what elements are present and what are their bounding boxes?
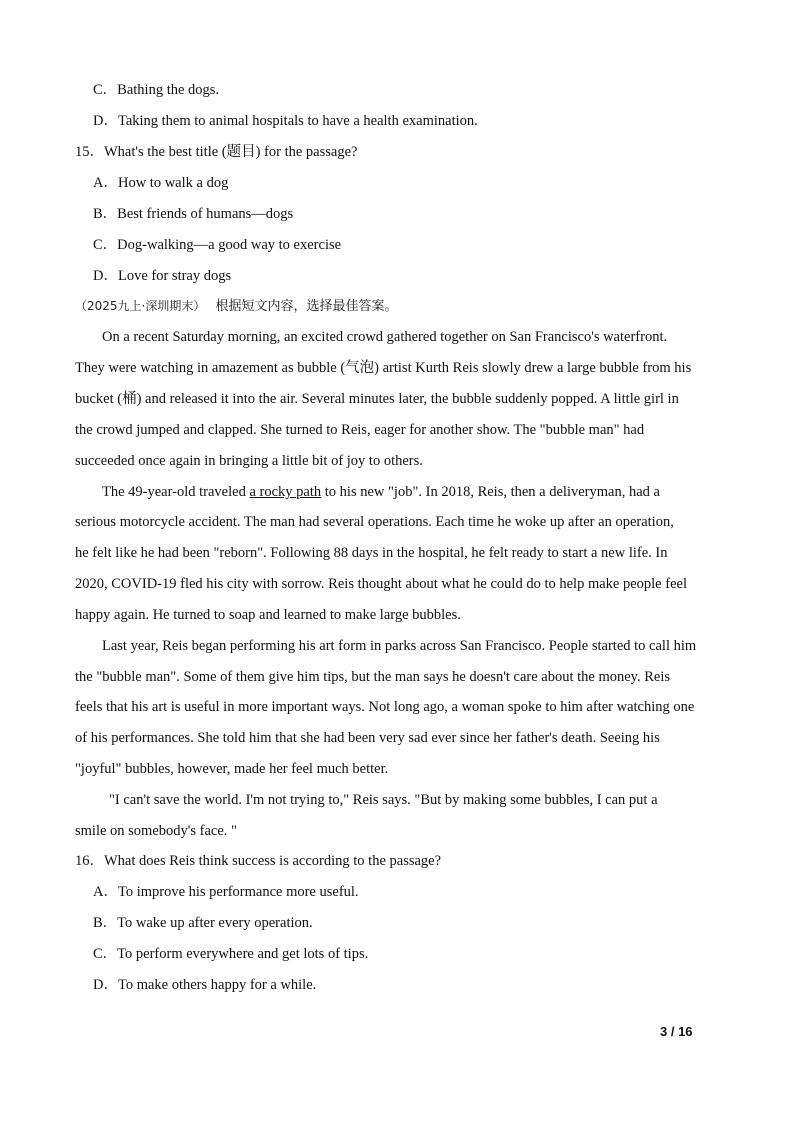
q14-option-d: D．Taking them to animal hospitals to have a health examination. bbox=[93, 113, 478, 129]
passage-p4-line: "I can't save the world. I'm not trying to," Reis says. "But by making some bubbles, I can put a bbox=[109, 792, 658, 808]
q15-option-c: C．Dog-walking—a good way to exercise bbox=[93, 237, 342, 253]
q15-option-a: A．How to walk a dog bbox=[93, 175, 229, 191]
source-line bbox=[75, 296, 398, 317]
passage-p1-line: succeeded once again in bringing a little bit of joy to others. bbox=[75, 453, 423, 469]
q15-option-d: D．Love for stray dogs bbox=[93, 268, 232, 284]
q14-option-c: C．Bathing the dogs. bbox=[93, 82, 220, 98]
q16-stem: 16．What does Reis think success is according to the passage? bbox=[75, 853, 442, 869]
instruction-text: 根据短文内容，选择最佳答案。 bbox=[215, 299, 398, 314]
passage-p1-line: They were watching in amazement as bubble (气泡) artist Kurth Reis slowly drew a large bubble from his bbox=[75, 360, 692, 376]
q15-option-b: B．Best friends of humans—dogs bbox=[93, 206, 294, 222]
passage-p2-line: he felt like he had been "reborn". Following 88 days in the hospital, he felt ready to start a new life. In bbox=[75, 545, 668, 561]
passage-p2-line: serious motorcycle accident. The man had several operations. Each time he woke up after an operation, bbox=[75, 514, 674, 530]
p2-text-after: to his new "job". In 2018, Reis, then a deliveryman, had a bbox=[321, 484, 660, 500]
page-number: 3 / 16 bbox=[660, 1024, 693, 1039]
q16-option-d: D．To make others happy for a while. bbox=[93, 977, 317, 993]
passage-p2-line: 2020, COVID-19 fled his city with sorrow. Reis thought about what he could do to help make people feel bbox=[75, 576, 687, 592]
q16-option-b: B．To wake up after every operation. bbox=[93, 915, 313, 931]
passage-p3-line: "joyful" bubbles, however, made her feel much better. bbox=[75, 761, 389, 777]
passage-p2-first-line bbox=[102, 482, 660, 502]
passage-p3-line: Last year, Reis began performing his art form in parks across San Francisco. People started to call him bbox=[102, 638, 697, 654]
underlined-phrase: a rocky path bbox=[249, 484, 322, 500]
passage-p1-line: bucket (桶) and released it into the air. Several minutes later, the bubble suddenly popped. A little girl in bbox=[75, 391, 679, 407]
q16-option-c: C．To perform everywhere and get lots of tips. bbox=[93, 946, 369, 962]
passage-p3-line: the "bubble man". Some of them give him tips, but the man says he doesn't care about the money. Reis bbox=[75, 669, 671, 685]
q16-option-a: A．To improve his performance more useful. bbox=[93, 884, 359, 900]
passage-p4-line: smile on somebody's face. " bbox=[75, 823, 237, 839]
passage-p2-line: happy again. He turned to soap and learned to make large bubbles. bbox=[75, 607, 461, 623]
passage-p3-line: feels that his art is useful in more important ways. Not long ago, a woman spoke to him after watching one bbox=[75, 699, 695, 715]
q15-stem: 15．What's the best title (题目) for the passage? bbox=[75, 144, 358, 160]
passage-p3-line: of his performances. She told him that she had been very sad ever since her father's death. Seeing his bbox=[75, 730, 660, 746]
passage-p1-line: the crowd jumped and clapped. She turned to Reis, eager for another show. The "bubble man" had bbox=[75, 422, 645, 438]
passage-p1-line: On a recent Saturday morning, an excited crowd gathered together on San Francisco's waterfront. bbox=[102, 329, 668, 345]
p2-text-before: The 49-year-old traveled bbox=[102, 484, 250, 500]
source-tag: （2025九上·深圳期末） bbox=[75, 299, 206, 313]
